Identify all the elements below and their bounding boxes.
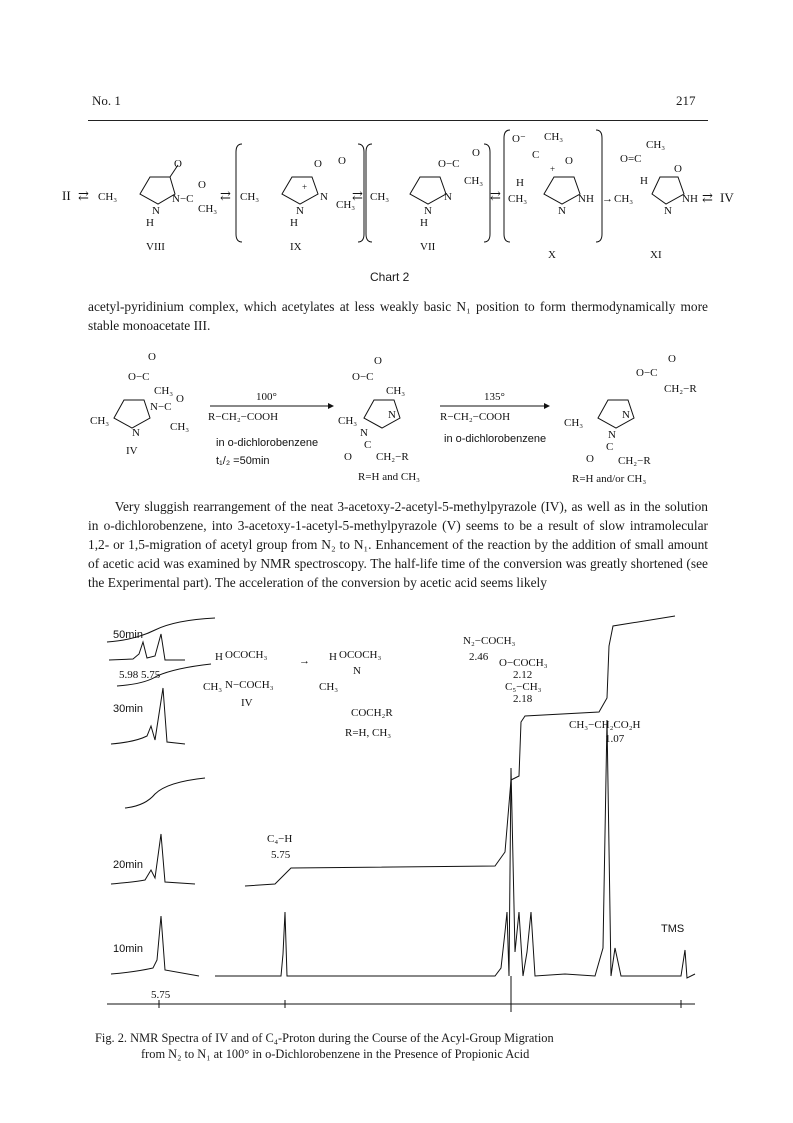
svg-text:H: H [420, 217, 428, 229]
svg-text:O: O [344, 451, 352, 463]
svg-text:OCOCH₃: OCOCH₃ [339, 649, 382, 661]
svg-text:H: H [329, 651, 337, 663]
label-50min-peaks: 5.98 5.75 [119, 669, 161, 681]
label-20min: 20min [113, 859, 143, 871]
figure-caption-line2: from N₂ to N₁ at 100° in o-Dichlorobenzene in the Presence of Propionic Acid [141, 1047, 530, 1061]
svg-text:O: O [472, 147, 480, 159]
svg-text:O: O [338, 155, 346, 167]
svg-text:N: N [558, 205, 566, 217]
svg-text:O−C: O−C [128, 371, 150, 383]
svg-text:CH₃: CH₃ [508, 193, 528, 205]
svg-text:⇄: ⇄ [702, 190, 713, 205]
svg-text:2.18: 2.18 [513, 693, 533, 705]
svg-text:O: O [176, 393, 184, 405]
svg-text:in o-dichlorobenzene: in o-dichlorobenzene [216, 437, 319, 449]
svg-text:135°: 135° [484, 391, 505, 403]
svg-text:CH₃: CH₃ [370, 191, 390, 203]
svg-text:⇄: ⇄ [352, 188, 363, 203]
svg-text:C: C [532, 149, 540, 161]
svg-text:N−C: N−C [172, 193, 194, 205]
svg-text:N: N [664, 205, 672, 217]
svg-text:+: + [302, 182, 308, 192]
svg-text:N: N [622, 409, 630, 421]
svg-text:⇄: ⇄ [78, 188, 89, 203]
compound-x: X [548, 249, 556, 261]
svg-text:NH: NH [578, 193, 594, 205]
svg-text:CH₃: CH₃ [646, 139, 666, 151]
svg-text:CH₃: CH₃ [336, 199, 356, 211]
svg-text:N: N [444, 191, 452, 203]
svg-text:CH₃−CH₂CO₂H: CH₃−CH₂CO₂H [569, 719, 641, 731]
svg-text:O=C: O=C [620, 153, 642, 165]
svg-text:→: → [602, 193, 613, 205]
svg-text:O−C: O−C [352, 371, 374, 383]
svg-text:CH₃: CH₃ [203, 681, 223, 693]
chart2-scheme [60, 122, 740, 282]
svg-text:H: H [516, 177, 524, 189]
svg-text:N−C: N−C [150, 401, 172, 413]
reaction-scheme [88, 340, 718, 490]
svg-text:CH₃: CH₃ [319, 681, 339, 693]
svg-text:R=H and CH₃: R=H and CH₃ [358, 471, 420, 483]
compound-ix: IX [290, 241, 302, 253]
compound-vii: VII [420, 241, 436, 253]
svg-text:H: H [640, 175, 648, 187]
svg-text:CH₃: CH₃ [564, 417, 584, 429]
svg-text:R=H and/or CH₃: R=H and/or CH₃ [572, 473, 647, 485]
svg-text:O: O [174, 158, 182, 170]
svg-text:COCH₂R: COCH₂R [351, 707, 393, 719]
svg-text:N: N [388, 409, 396, 421]
svg-text:O: O [674, 163, 682, 175]
svg-text:2.12: 2.12 [513, 669, 533, 681]
chart2-left-label: II [62, 188, 71, 203]
svg-text:N: N [608, 429, 616, 441]
svg-text:CH₃: CH₃ [170, 421, 190, 433]
header-rule [88, 120, 708, 121]
svg-text:O: O [668, 353, 676, 365]
svg-text:CH₂−R: CH₂−R [664, 383, 697, 395]
chart2-right-label: IV [720, 190, 734, 205]
svg-text:O: O [314, 158, 322, 170]
svg-text:CH₃: CH₃ [386, 385, 406, 397]
svg-text:2.46: 2.46 [469, 651, 489, 663]
svg-text:O: O [374, 355, 382, 367]
label-30min: 30min [113, 703, 143, 715]
svg-text:N: N [353, 665, 361, 677]
svg-text:O−C: O−C [636, 367, 658, 379]
page-number: 217 [676, 93, 696, 108]
svg-text:⇄: ⇄ [220, 188, 231, 203]
svg-text:O−COCH₃: O−COCH₃ [499, 657, 548, 669]
compound-iv: IV [126, 445, 138, 457]
svg-text:NH: NH [682, 193, 698, 205]
svg-text:CH₃: CH₃ [614, 193, 634, 205]
svg-text:in o-dichlorobenzene: in o-dichlorobenzene [444, 433, 547, 445]
svg-text:C₅−CH₃: C₅−CH₃ [505, 681, 542, 693]
chart2-caption: Chart 2 [370, 270, 410, 284]
svg-text:R=H, CH₃: R=H, CH₃ [345, 727, 392, 739]
svg-text:CH₃: CH₃ [90, 415, 110, 427]
svg-text:N−COCH₃: N−COCH₃ [225, 679, 274, 691]
svg-text:CH₃: CH₃ [338, 415, 358, 427]
svg-text:O: O [586, 453, 594, 465]
svg-text:⇄: ⇄ [490, 188, 501, 203]
svg-text:H: H [290, 217, 298, 229]
svg-text:C: C [606, 441, 614, 453]
svg-text:H: H [146, 217, 154, 229]
svg-text:100°: 100° [256, 391, 277, 403]
svg-text:O−C: O−C [438, 158, 460, 170]
inset-compound-iv: IV [241, 697, 253, 709]
svg-text:CH₃: CH₃ [198, 203, 218, 215]
nmr-figure [95, 612, 715, 1022]
paragraph-rearrangement: Very sluggish rearrangement of the neat 3-acetoxy-2-acetyl-5-methylpyrazole (IV), as well as in the solution in o-dichlorobenzene, into 3-acetoxy-1-acetyl-5-methylpyrazole (V) seems to be a result of slow intramolecular 1,2- or 1,5-migration of acetyl group from N₂ to N₁. Enhancement of the reaction by the addition of small amount of acetic acid was examined by NMR spectroscopy. The half-life time of the conversion was greatly shortened (see the Experimental part). The acceleration of the conversion by acetic acid seems likely [88, 499, 708, 590]
svg-text:+: + [550, 164, 556, 174]
svg-text:N: N [296, 205, 304, 217]
label-10min: 10min [113, 943, 143, 955]
paragraph-complex: acetyl-pyridinium complex, which acetylates at less weakly basic N₁ position to form thermodynamically more stable monoacetate III. [88, 299, 708, 333]
svg-text:TMS: TMS [661, 923, 685, 935]
svg-text:C: C [364, 439, 372, 451]
svg-text:R−CH₂−COOH: R−CH₂−COOH [440, 411, 511, 423]
svg-text:CH₃: CH₃ [154, 385, 174, 397]
svg-text:1.07: 1.07 [605, 733, 625, 745]
label-50min: 50min [113, 629, 143, 641]
svg-text:5.75: 5.75 [271, 849, 291, 861]
svg-text:N₂−COCH₃: N₂−COCH₃ [463, 635, 516, 647]
svg-text:N: N [132, 427, 140, 439]
svg-text:t₁/₂ =50min: t₁/₂ =50min [216, 455, 270, 467]
svg-text:N: N [360, 427, 368, 439]
svg-text:C₄−H: C₄−H [267, 833, 293, 845]
compound-xi: XI [650, 249, 662, 261]
svg-text:CH₃: CH₃ [464, 175, 484, 187]
svg-text:O: O [198, 179, 206, 191]
journal-issue: No. 1 [92, 93, 121, 108]
label-10min-peak: 5.75 [151, 989, 171, 1001]
svg-text:OCOCH₃: OCOCH₃ [225, 649, 268, 661]
svg-text:O: O [565, 155, 573, 167]
svg-text:R−CH₂−COOH: R−CH₂−COOH [208, 411, 279, 423]
figure-caption-line1: Fig. 2. NMR Spectra of IV and of C₄-Proton during the Course of the Acyl-Group Migration [95, 1031, 554, 1045]
svg-text:O⁻: O⁻ [512, 133, 526, 145]
svg-text:CH₂−R: CH₂−R [618, 455, 651, 467]
svg-text:→: → [299, 655, 310, 667]
svg-text:CH₃: CH₃ [98, 191, 118, 203]
svg-text:N: N [152, 205, 160, 217]
compound-viii: VIII [146, 241, 165, 253]
svg-text:N: N [320, 191, 328, 203]
svg-text:O: O [148, 351, 156, 363]
svg-text:CH₂−R: CH₂−R [376, 451, 409, 463]
svg-text:CH₃: CH₃ [544, 131, 564, 143]
svg-text:CH₃: CH₃ [240, 191, 260, 203]
svg-text:N: N [424, 205, 432, 217]
svg-text:H: H [215, 651, 223, 663]
